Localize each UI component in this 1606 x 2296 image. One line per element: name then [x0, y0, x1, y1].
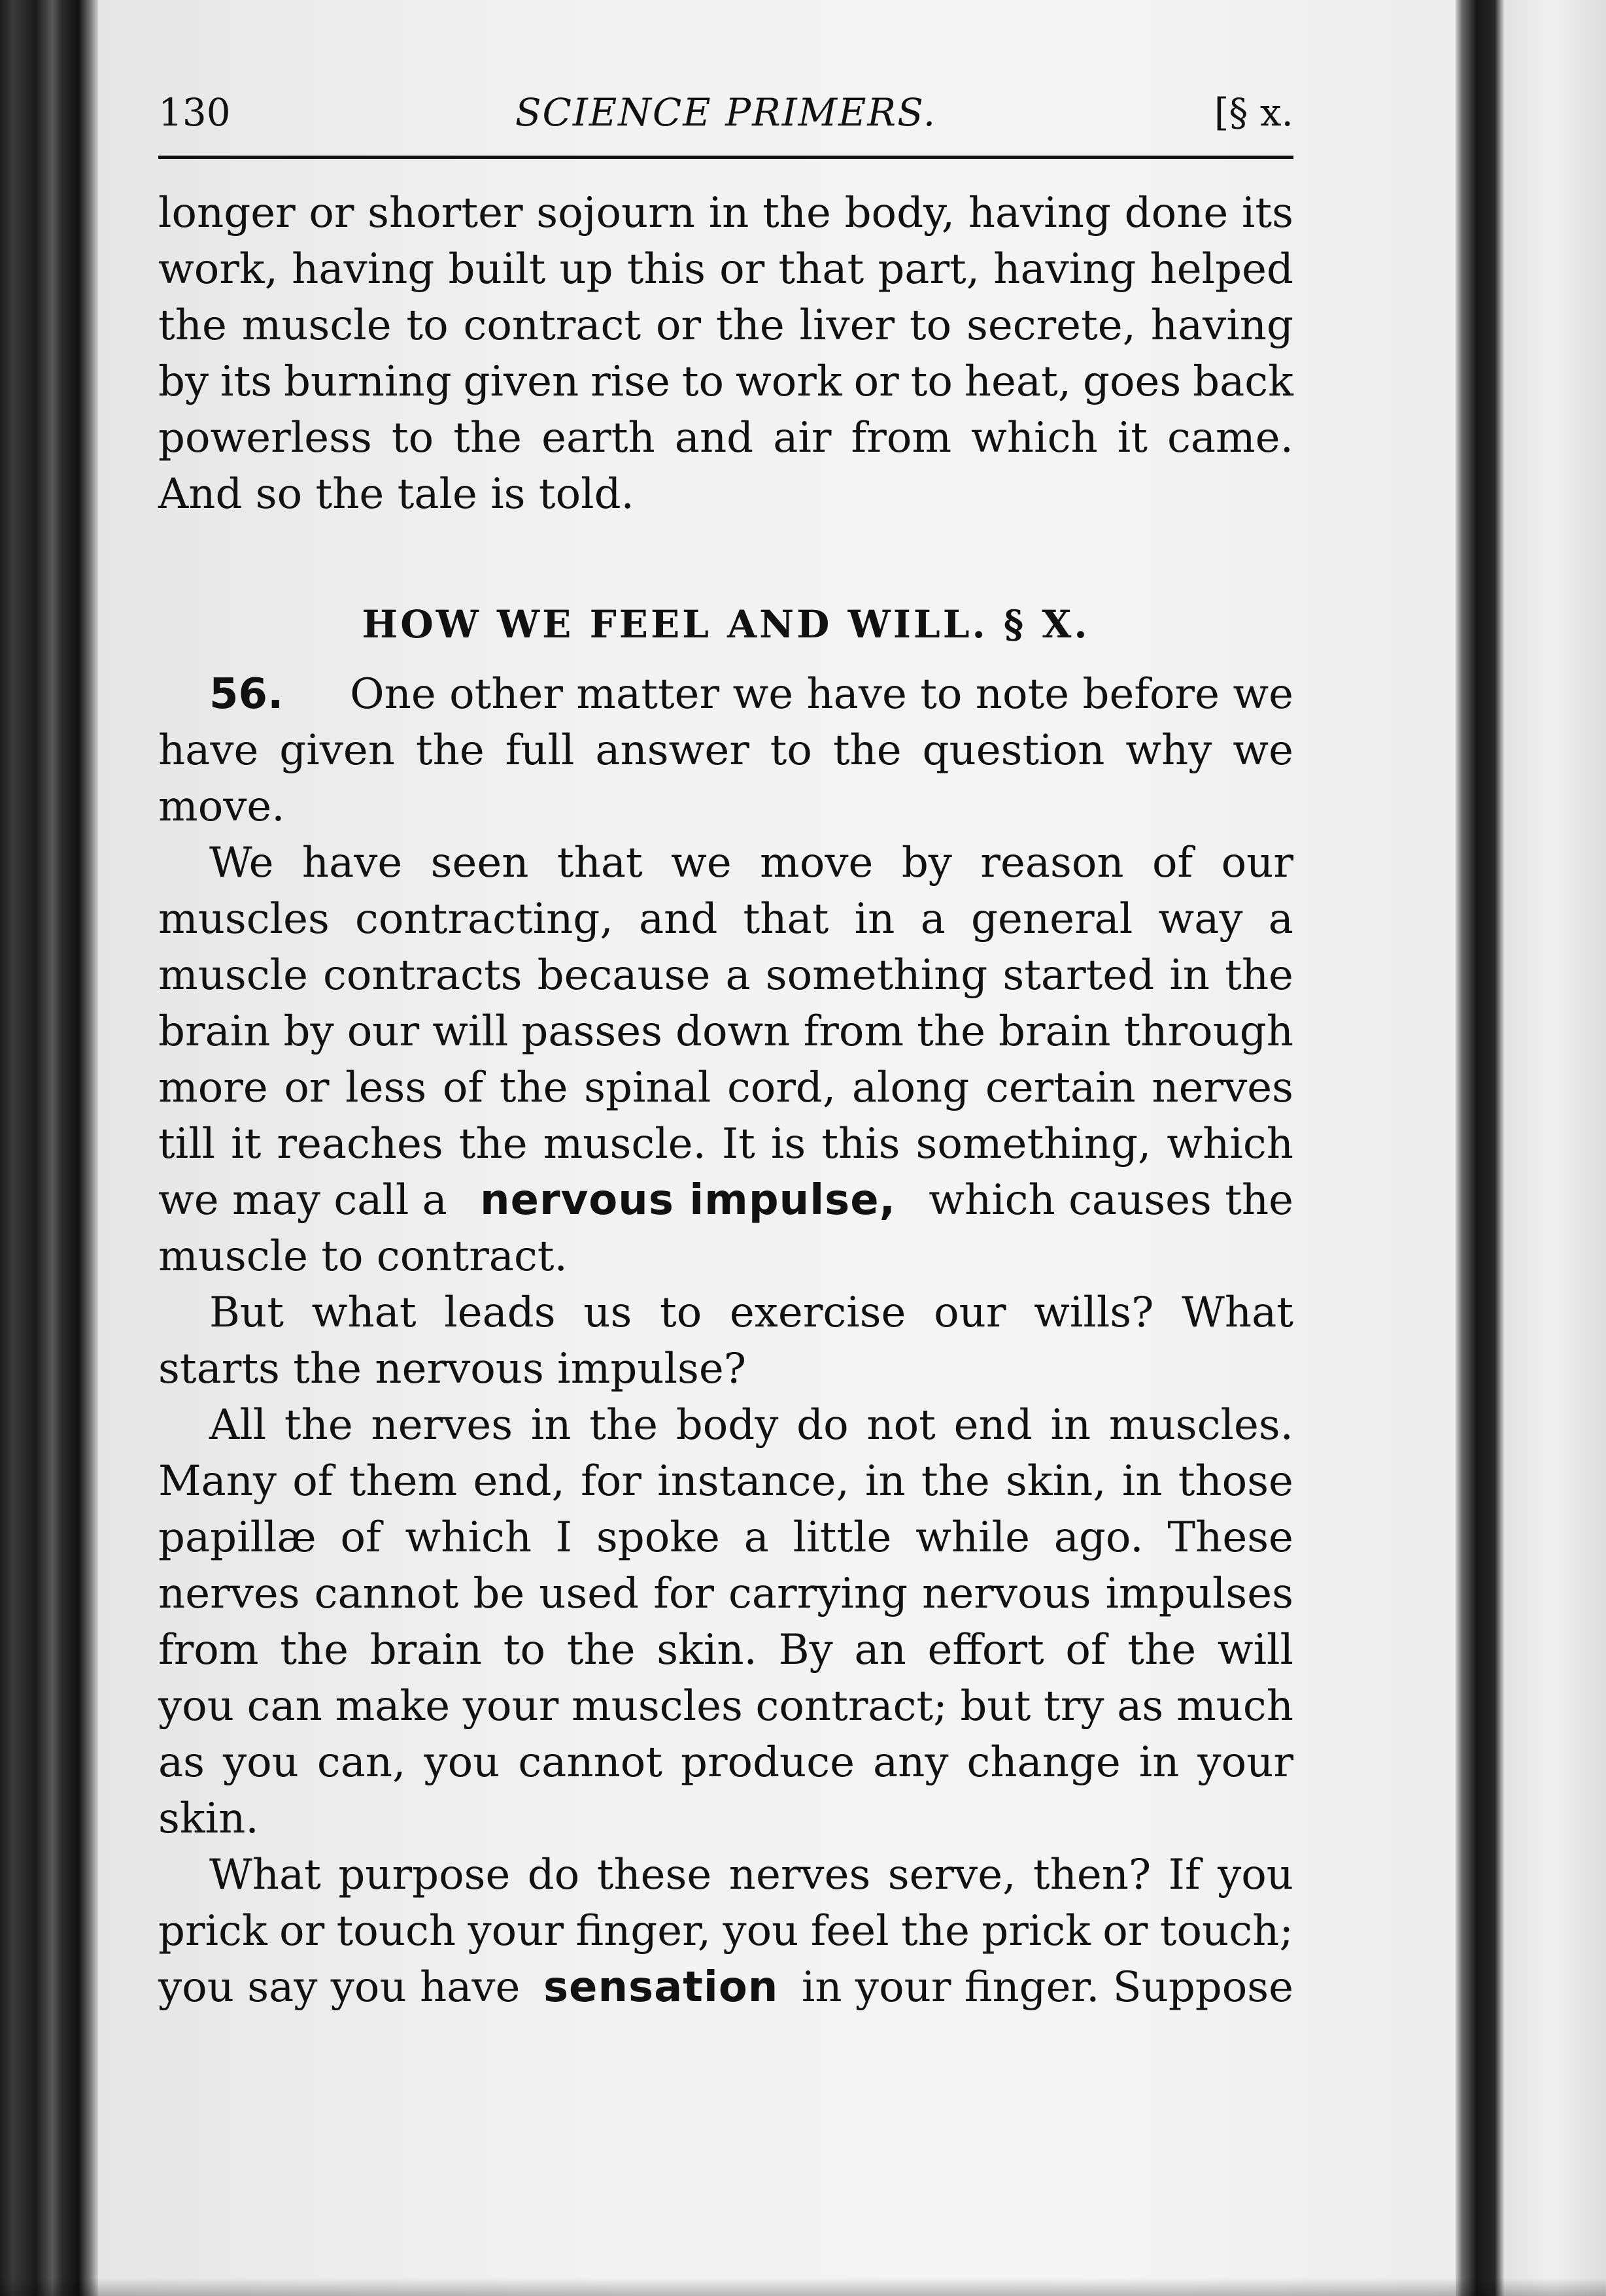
text-line	[158, 1622, 1293, 1678]
word: answer	[595, 726, 749, 775]
word: seen	[430, 839, 529, 887]
word: to	[659, 1289, 702, 1337]
word: muscles.	[1108, 1401, 1293, 1449]
word: What	[209, 1851, 321, 1899]
word: we	[1233, 726, 1293, 775]
word: instance,	[657, 1457, 849, 1506]
word: change	[966, 1738, 1121, 1787]
word: its	[1241, 189, 1293, 237]
word: the	[280, 1626, 349, 1674]
word: you	[424, 1738, 500, 1787]
word: of	[1065, 1626, 1106, 1674]
word: the	[1127, 1626, 1197, 1674]
word: prick	[982, 1907, 1091, 1955]
word: given	[279, 726, 395, 775]
word: from	[158, 1626, 259, 1674]
word: nervous	[922, 1570, 1091, 1618]
word: having	[1150, 301, 1293, 350]
text-line	[158, 1004, 1293, 1060]
word: reason	[980, 839, 1124, 887]
word: powerless	[158, 414, 372, 462]
word: in	[530, 1401, 572, 1449]
word: muscle.	[543, 1120, 706, 1168]
word: effort	[927, 1626, 1044, 1674]
word: shorter	[367, 189, 523, 237]
word: nerves	[728, 1851, 871, 1899]
line-text: which causes the	[929, 1176, 1293, 1224]
word: that	[556, 839, 643, 887]
word: then?	[1033, 1851, 1152, 1899]
word: it	[1117, 414, 1148, 462]
word: as	[158, 1738, 205, 1787]
running-title: SCIENCE PRIMERS.	[515, 90, 937, 135]
word: a	[743, 1513, 769, 1562]
word: move	[760, 839, 874, 887]
word: them	[349, 1457, 458, 1506]
word: of	[442, 1064, 484, 1112]
word: you	[723, 1907, 799, 1955]
word: to	[503, 1626, 546, 1674]
word: prick	[158, 1907, 267, 1955]
text-line	[158, 1397, 1293, 1453]
word: little	[793, 1513, 892, 1562]
word: this	[821, 1120, 900, 1168]
word: muscle	[241, 301, 392, 350]
word: do	[796, 1401, 849, 1449]
word: brain	[158, 1007, 271, 1056]
word: in	[1138, 1738, 1180, 1787]
word: built	[448, 245, 546, 294]
word: having	[968, 189, 1111, 237]
word: that	[743, 895, 829, 943]
text-line	[158, 1903, 1293, 1959]
word: finger,	[575, 1907, 711, 1955]
word: goes	[1082, 358, 1182, 406]
word: through	[1123, 1007, 1293, 1056]
word: cannot	[314, 1570, 459, 1618]
header-rule	[158, 156, 1293, 159]
word: brain	[369, 1626, 483, 1674]
word: By	[778, 1626, 833, 1674]
line-text: we may call a	[158, 1176, 447, 1224]
word: the	[158, 301, 227, 350]
word: rise	[590, 358, 670, 406]
word: exercise	[729, 1289, 906, 1337]
word: can	[247, 1682, 322, 1730]
page-edge-shadow	[1456, 0, 1606, 2296]
word: body,	[844, 189, 955, 237]
text-line	[158, 1172, 1293, 1228]
word: the	[284, 1401, 353, 1449]
word: used	[539, 1570, 640, 1618]
text-line: skin.	[158, 1795, 259, 1843]
word: These	[1167, 1513, 1293, 1562]
word: by	[283, 1007, 334, 1056]
line-text: in your finger. Suppose	[801, 1963, 1293, 2012]
book-binding-shadow	[0, 0, 98, 2296]
word: these	[596, 1851, 712, 1899]
word: the	[762, 189, 831, 237]
word: serve,	[887, 1851, 1016, 1899]
text-line	[158, 1116, 1293, 1172]
word: to	[909, 301, 952, 350]
word: because	[537, 951, 711, 1000]
word: why	[1125, 726, 1212, 775]
word: this	[626, 245, 706, 294]
word: carrying	[728, 1570, 908, 1618]
word: you	[222, 1738, 299, 1787]
word: contracting,	[355, 895, 613, 943]
word: nerves	[1152, 1064, 1293, 1112]
word: make	[335, 1682, 451, 1730]
word: feel	[810, 1907, 889, 1955]
word: or	[655, 301, 702, 350]
word: from	[803, 1007, 904, 1056]
word: will	[432, 1007, 509, 1056]
word: What	[1182, 1289, 1293, 1337]
word: ago.	[1053, 1513, 1144, 1562]
word: produce	[680, 1738, 855, 1787]
word: or	[284, 1064, 330, 1112]
word: any	[872, 1738, 949, 1787]
word: skin,	[1005, 1457, 1106, 1506]
text-line	[158, 1959, 1293, 2016]
word: muscles	[572, 1682, 743, 1730]
word: your	[1197, 1738, 1293, 1787]
word: a	[725, 951, 751, 1000]
running-head	[158, 78, 1293, 137]
word: to	[681, 358, 725, 406]
word: something	[765, 951, 988, 1000]
word: as	[1117, 1682, 1164, 1730]
word: do	[527, 1851, 580, 1899]
word: passes	[521, 1007, 662, 1056]
word: done	[1124, 189, 1229, 237]
word: those	[1178, 1457, 1293, 1506]
word: All	[209, 1401, 267, 1449]
word: wills?	[1034, 1289, 1154, 1337]
word: the	[901, 1907, 970, 1955]
word: or	[853, 358, 899, 406]
word: the	[589, 1401, 658, 1449]
text-line	[158, 1847, 1293, 1903]
word: the	[917, 1007, 985, 1056]
bottom-edge-shadow	[0, 2278, 1606, 2296]
text-line	[158, 241, 1293, 297]
text-line	[158, 947, 1293, 1004]
word: spinal	[584, 1064, 711, 1112]
section-mark: [§ x.	[1214, 90, 1293, 135]
word: longer	[158, 189, 296, 237]
word: for	[581, 1457, 641, 1506]
word: of	[1152, 839, 1193, 887]
word: way	[1158, 895, 1243, 943]
text-line	[158, 1285, 1293, 1341]
word: it	[231, 1120, 262, 1168]
word: full	[505, 726, 575, 775]
text-line: muscle to contract.	[158, 1232, 568, 1281]
word: the	[921, 1457, 990, 1506]
word: while	[915, 1513, 1030, 1562]
text-line	[158, 1453, 1293, 1510]
word: It	[721, 1120, 755, 1168]
word: our	[934, 1289, 1006, 1337]
word: leads	[444, 1289, 556, 1337]
word: by	[158, 358, 209, 406]
page-number: 130	[158, 90, 231, 135]
word: will	[1217, 1626, 1293, 1674]
word: and	[674, 414, 754, 462]
word: be	[473, 1570, 525, 1618]
word: heat,	[964, 358, 1072, 406]
word: cannot	[518, 1738, 662, 1787]
word: the	[453, 414, 522, 462]
word: have	[158, 726, 259, 775]
word: touch	[336, 1907, 456, 1955]
word: up	[559, 245, 613, 294]
word: brain	[999, 1007, 1111, 1056]
emphasis-term: sensation	[543, 1963, 779, 2012]
word: earth	[541, 414, 655, 462]
word: given	[463, 358, 579, 406]
word: came.	[1167, 414, 1293, 462]
word: the	[1225, 951, 1293, 1000]
word: for	[653, 1570, 714, 1618]
word: certain	[985, 1064, 1136, 1112]
word: touch;	[1159, 1907, 1293, 1955]
text-line	[158, 410, 1293, 466]
word: contract;	[755, 1682, 948, 1730]
word: try	[1044, 1682, 1104, 1730]
word: the	[715, 301, 785, 350]
word: cord,	[726, 1064, 836, 1112]
word: purpose	[338, 1851, 511, 1899]
word: burning	[283, 358, 452, 406]
text-line	[158, 1734, 1293, 1791]
word: nerves	[158, 1570, 300, 1618]
word: what	[311, 1289, 417, 1337]
word: end,	[473, 1457, 565, 1506]
word: muscles	[158, 895, 330, 943]
word: something,	[915, 1120, 1152, 1168]
word: nerves	[371, 1401, 513, 1449]
emphasis-term: nervous impulse,	[480, 1176, 896, 1224]
word: which	[971, 414, 1098, 462]
word: less	[345, 1064, 427, 1112]
word: skin.	[657, 1626, 757, 1674]
word: to	[910, 358, 953, 406]
word: secrete,	[966, 301, 1136, 350]
word: from	[851, 414, 952, 462]
word: reaches	[277, 1120, 443, 1168]
word: general	[971, 895, 1133, 943]
word: down	[675, 1007, 791, 1056]
word: papillæ	[158, 1513, 316, 1562]
word: us	[583, 1289, 632, 1337]
word: or	[279, 1907, 325, 1955]
word: is	[770, 1120, 806, 1168]
word: If	[1168, 1851, 1201, 1899]
text-line	[158, 185, 1293, 241]
word: your	[468, 1907, 564, 1955]
word: Many	[158, 1457, 277, 1506]
word: and	[638, 895, 718, 943]
word: have	[301, 839, 403, 887]
word: or	[1102, 1907, 1148, 1955]
word: the	[832, 726, 902, 775]
word: much	[1176, 1682, 1293, 1730]
word: the	[415, 726, 485, 775]
page-content	[158, 78, 1293, 2236]
text-line	[158, 1678, 1293, 1734]
word: started	[1002, 951, 1155, 1000]
word: I	[555, 1513, 573, 1562]
word: muscle	[158, 951, 308, 1000]
word: in	[1050, 1401, 1091, 1449]
word: you	[1218, 1851, 1293, 1899]
word: till	[158, 1120, 216, 1168]
word: But	[209, 1289, 284, 1337]
word: a	[1268, 895, 1293, 943]
paragraph-number: 56.	[209, 670, 284, 718]
word: end	[953, 1401, 1033, 1449]
word: our	[1221, 839, 1293, 887]
word: helped	[1150, 245, 1293, 294]
word: which	[1167, 1120, 1293, 1168]
line-text: One other matter we have to note before we	[350, 670, 1293, 718]
word: we	[671, 839, 732, 887]
word: work	[735, 358, 842, 406]
word: you	[158, 1682, 234, 1730]
word: to	[406, 301, 449, 350]
text-line	[158, 1566, 1293, 1622]
word: the	[499, 1064, 568, 1112]
word: spoke	[596, 1513, 720, 1562]
word: by	[901, 839, 952, 887]
word: the	[566, 1626, 636, 1674]
word: to	[770, 726, 812, 775]
text-line: And so the tale is told.	[158, 470, 634, 518]
word: part,	[878, 245, 980, 294]
word: but	[960, 1682, 1031, 1730]
text-line	[158, 354, 1293, 410]
word: the	[458, 1120, 528, 1168]
word: more	[158, 1064, 268, 1112]
line-text: you say you have	[158, 1963, 521, 2012]
word: or	[719, 245, 765, 294]
word: work,	[158, 245, 279, 294]
text-line	[158, 835, 1293, 891]
word: to	[391, 414, 434, 462]
text-line	[158, 666, 1293, 722]
word: contracts	[323, 951, 522, 1000]
word: not	[866, 1401, 936, 1449]
section-heading: HOW WE FEEL AND WILL. § X.	[362, 602, 1090, 647]
text-line: starts the nervous impulse?	[158, 1345, 746, 1393]
word: which	[405, 1513, 532, 1562]
word: back	[1193, 358, 1293, 406]
word: We	[209, 839, 274, 887]
word: its	[220, 358, 273, 406]
word: liver	[799, 301, 895, 350]
word: of	[292, 1457, 333, 1506]
text-line: move.	[158, 783, 285, 831]
word: body	[675, 1401, 779, 1449]
text-line	[158, 1510, 1293, 1566]
word: impulses	[1105, 1570, 1293, 1618]
text-line	[158, 722, 1293, 779]
text-line	[158, 1060, 1293, 1116]
word: in	[865, 1457, 906, 1506]
word: contract	[463, 301, 641, 350]
word: question	[922, 726, 1105, 775]
text-line	[158, 297, 1293, 354]
word: can,	[316, 1738, 406, 1787]
word: sojourn	[536, 189, 695, 237]
word: our	[347, 1007, 420, 1056]
body-text	[158, 185, 1293, 2016]
word: having	[993, 245, 1136, 294]
word: having	[292, 245, 435, 294]
word: an	[854, 1626, 906, 1674]
word: air	[773, 414, 832, 462]
word: that	[778, 245, 864, 294]
word: in	[1169, 951, 1210, 1000]
word: in	[854, 895, 895, 943]
text-line	[158, 891, 1293, 947]
word: or	[309, 189, 354, 237]
word: a	[920, 895, 946, 943]
word: your	[462, 1682, 559, 1730]
word: in	[708, 189, 749, 237]
word: in	[1121, 1457, 1163, 1506]
word: of	[340, 1513, 381, 1562]
word: along	[851, 1064, 970, 1112]
